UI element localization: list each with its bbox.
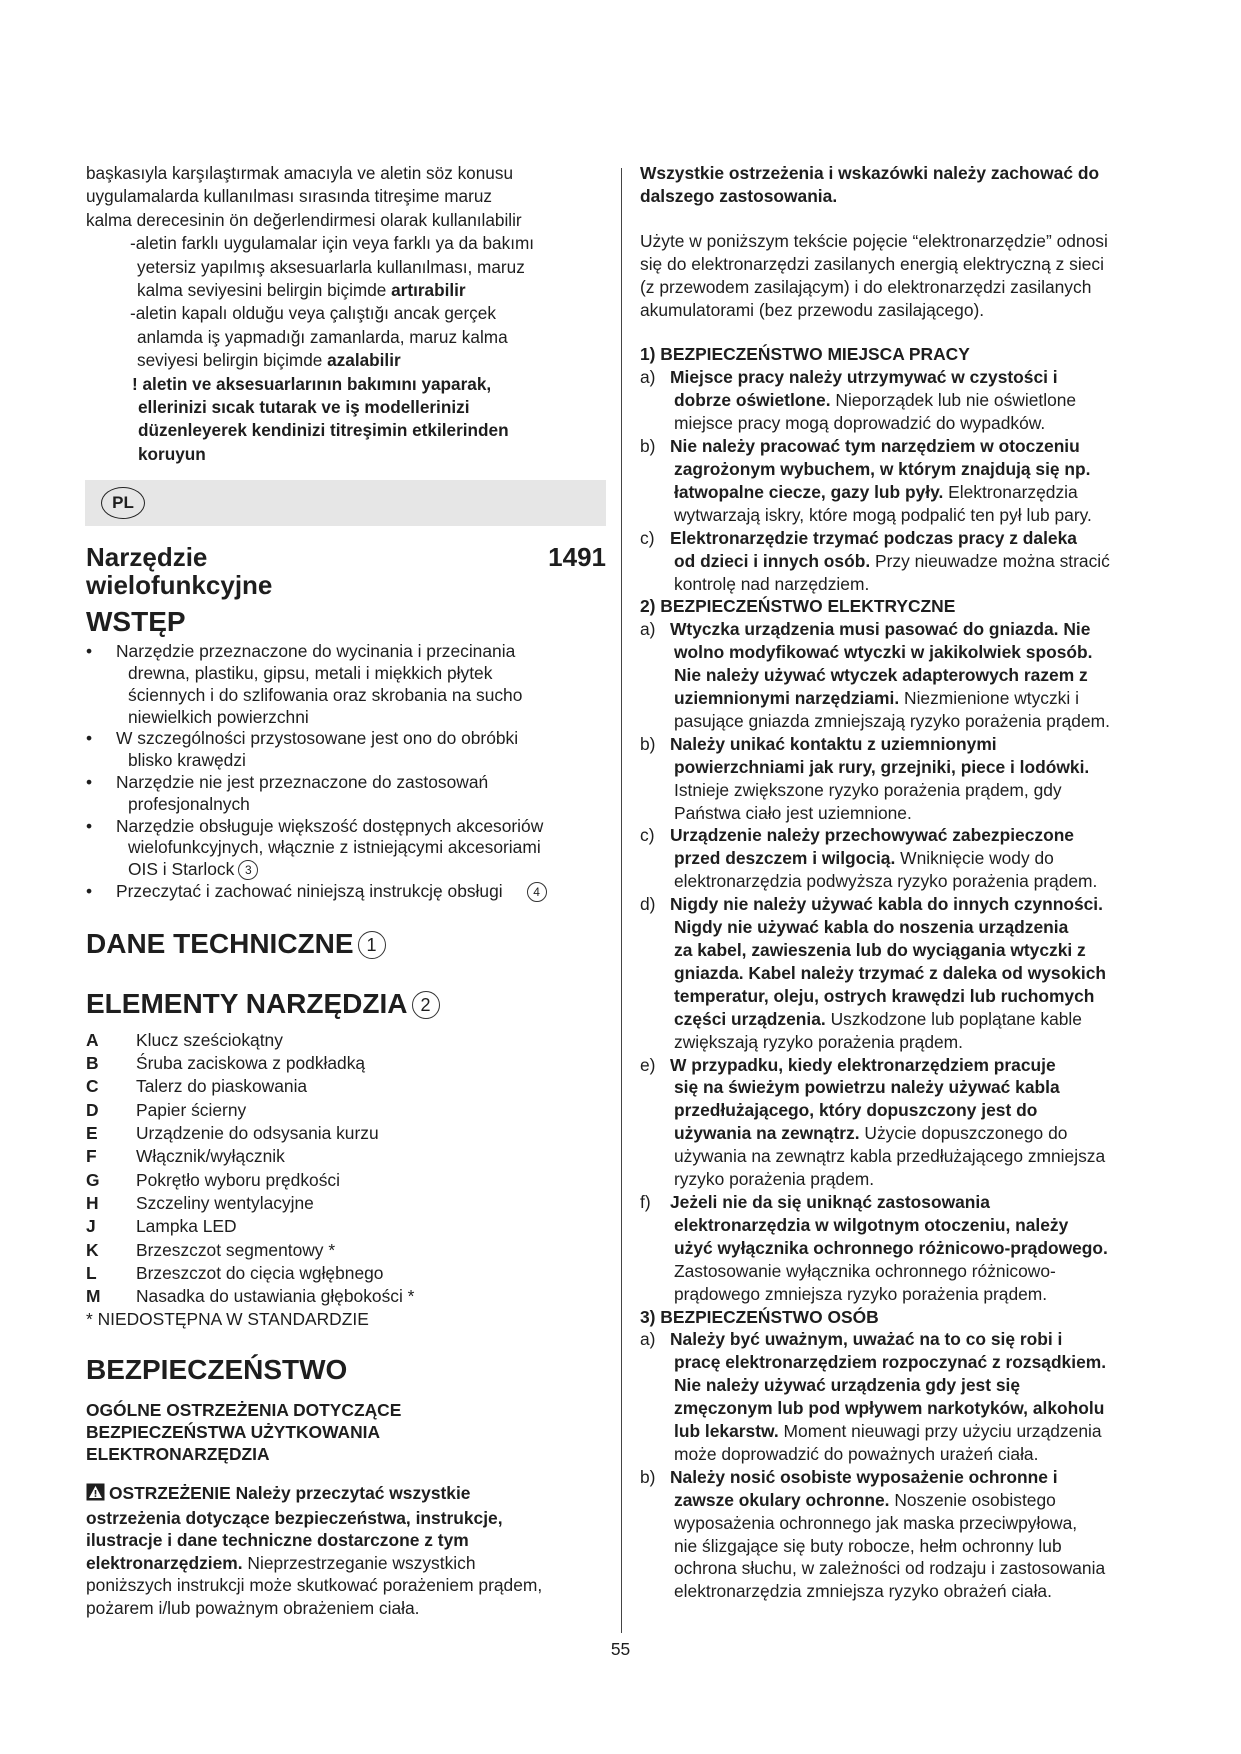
safety-item: c) Urządzenie należy przechowywać zabezpieczone przed deszczem i wilgocią. Wniknięcie wody do elektronarzędzia podwyższa ryzyko porażenia prądem. — [640, 825, 1098, 892]
right-column — [640, 162, 1160, 1603]
keep-instructions: Wszystkie ostrzeżenia i wskazówki należy zachować do dalszego zastosowania. — [640, 163, 1100, 206]
parts-note: * NIEDOSTĘPNA W STANDARDZIE — [86, 1309, 369, 1330]
warning-icon — [86, 1483, 105, 1507]
table-row: F Włącznik/wyłącznik — [86, 1146, 285, 1167]
text-line: -aletin farklı uygulamalar için veya farklı ya da bakımı — [130, 233, 535, 254]
elements-heading: ELEMENTY NARZĘDZIA 2 — [86, 987, 606, 1021]
text-line: düzenleyerek kendinizi titreşimin etkilerinden — [138, 420, 509, 441]
model-number: 1491 — [548, 542, 606, 573]
language-band — [85, 480, 606, 526]
text-line: koruyun — [138, 443, 206, 464]
table-row: J Lampka LED — [86, 1216, 237, 1237]
safety-item: d) Nigdy nie należy używać kabla do innych czynności. Nigdy nie używać kabla do noszenia urządzenia za kabel, zawieszenia lub do wyciągania wtyczki z gniazda. Kabel należy trzymać z daleka od wysokich temperatur, oleju, ostrych krawędzi lub ruchomych części urządzenia. Uszkodzone lub poplątane kable zwiększają ryzyko porażenia prądem. — [640, 894, 1107, 1052]
safety-item: f) Jeżeli nie da się uniknąć zastosowania elektronarzędzia w wilgotnym otoczeniu, należy użyć wyłącznika ochronnego różnicowo-prądowego. Zastosowanie wyłącznika ochronnego różnicowo- prądowego zmniejsza ryzyko porażenia prądem. — [640, 1191, 1108, 1304]
text-line: başkasıyla karşılaştırmak amacıyla ve aletin söz konusu — [86, 163, 514, 183]
safety-heading: BEZPIECZEŃSTWO — [86, 1354, 348, 1386]
section-heading: 1) BEZPIECZEŃSTWO MIEJSCA PRACY — [640, 344, 970, 365]
turkish-vibration-text — [86, 162, 606, 466]
list-item: • Narzędzie nie jest przeznaczone do zastosowań profesjonalnych — [86, 772, 606, 816]
safety-item: c) Elektronarzędzie trzymać podczas pracy z daleka od dzieci i innych osób. Przy nieuwadze można stracić kontrolę nad narzędziem. — [640, 527, 1110, 594]
text-line: ellerinizi sıcak tutarak ve iş modellerinizi — [138, 397, 470, 418]
section-heading: 2) BEZPIECZEŃSTWO ELEKTRYCZNE — [640, 596, 956, 617]
text-line: anlamda iş yapmadığı zamanlarda, maruz kalma — [137, 326, 508, 347]
column-divider — [621, 168, 622, 1633]
section-heading: 3) BEZPIECZEŃSTWO OSÓB — [640, 1306, 879, 1327]
tech-data-heading: DANE TECHNICZNE 1 — [86, 927, 606, 961]
text-line: kalma seviyesini belirgin biçimde artırabilir — [137, 280, 466, 301]
left-column — [86, 162, 606, 1619]
table-row: A Klucz sześciokątny — [86, 1029, 283, 1050]
page-number: 55 — [610, 1639, 631, 1659]
safety-item: b) Należy unikać kontaktu z uziemnionymi powierzchniami jak rury, grzejniki, piece i lodówki. Istnieje zwiększone ryzyko porażenia prądem, gdy Państwa ciało jest uziemnione. — [640, 733, 1090, 823]
figure-ref-2: 2 — [412, 991, 440, 1019]
figure-ref-3: 3 — [238, 860, 258, 880]
safety-item: b) Należy nosić osobiste wyposażenie ochronne i zawsze okulary ochronne. Noszenie osobistego wyposażenia ochronnego jak maska przeciwpyłowa, nie ślizgające się buty robocze, hełm ochronny lub ochrona słuchu, w zależności od rodzaju i zastosowania elektronarzędzia zmniejsza ryzyko obrażeń ciała. — [640, 1466, 1106, 1602]
intro-list — [86, 641, 606, 903]
general-warning: OSTRZEŻENIE Należy przeczytać wszystkie ostrzeżenia dotyczące bezpieczeństwa, instrukcje, ilustracje i dane techniczne dostarczone z tym elektronarzędziem. Nieprzestrzeganie wszystkich poniższych instrukcji może skutkować porażeniem prądem, pożarem i/lub poważnym obrażeniem ciała. — [86, 1483, 543, 1618]
text-line: -aletin kapalı olduğu veya çalıştığı ancak gerçek — [130, 303, 496, 324]
list-item: • W szczególności przystosowane jest ono do obróbki blisko krawędzi — [86, 728, 606, 772]
safety-item: a) Należy być uważnym, uważać na to co się robi i pracę elektronarzędziem rozpoczynać z rozsądkiem. Nie należy używać urządzenia gdy jest się zmęczonym lub pod wpływem narkotyków, alkoholu lub lekarstw. Moment nieuwagi przy użyciu urządzenia może doprowadzić do poważnych urażeń ciała. — [640, 1329, 1107, 1464]
safety-item: a) Wtyczka urządzenia musi pasować do gniazda. Nie wolno modyfikować wtyczki w jakikolwiek sposób. Nie należy używać wtyczek adapterowych razem z uziemnionymi narzędziami. Niezmienione wtyczki i pasujące gniazda zmniejszają ryzyko porażenia prądem. — [640, 619, 1110, 731]
term-definition: Użyte w poniższym tekście pojęcie “elektronarzędzie” odnosi się do elektronarzędzi zasilanych energią elektryczną z sieci (z przewodem zasilającym) i do elektronarzędzi zasilanych akumulatorami (bez przewodu zasilającego). — [640, 230, 1108, 320]
intro-heading: WSTĘP — [86, 606, 186, 638]
text-line: ! aletin ve aksesuarlarının bakımını yaparak, — [132, 373, 492, 394]
list-item: • Narzędzie przeznaczone do wycinania i przecinania drewna, plastiku, gipsu, metali i miękkich płytek ściennych i do szlifowania oraz skrobania na sucho niewielkich powierzchni — [86, 641, 606, 728]
figure-ref-1: 1 — [358, 931, 386, 959]
table-row: D Papier ścierny — [86, 1099, 247, 1120]
safety-subheading: OGÓLNE OSTRZEŻENIA DOTYCZĄCE BEZPIECZEŃSTWA UŻYTKOWANIA ELEKTRONARZĘDZIA — [86, 1400, 402, 1465]
text-line: uygulamalarda kullanılması sırasında titreşime maruz — [86, 186, 492, 207]
text-line: yetersiz yapılmış aksesuarlarla kullanılması, maruz — [137, 256, 525, 277]
table-row: E Urządzenie do odsysania kurzu — [86, 1123, 379, 1144]
text-line: kalma derecesinin ön değerlendirmesi olarak kullanılabilir — [86, 209, 522, 230]
table-row: B Śruba zaciskowa z podkładką — [86, 1053, 366, 1074]
figure-ref-4: 4 — [527, 882, 547, 902]
safety-item: e) W przypadku, kiedy elektronarzędziem pracuje się na świeżym powietrzu należy używać kabla przedłużającego, który dopuszczony jest do używania na zewnątrz. Użycie dopuszczonego do używania na zewnątrz kabla przedłużającego zmniejsza ryzyko porażenia prądem. — [640, 1054, 1106, 1190]
safety-item: b) Nie należy pracować tym narzędziem w otoczeniu zagrożonym wybuchem, w którym znajdują się np. łatwopalne ciecze, gazy lub pyły. Elektronarzędzia wytwarzają iskry, które mogą podpalić ten pył lub pary. — [640, 436, 1092, 525]
product-title: Narzędzie wielofunkcyjne — [86, 542, 273, 601]
table-row: K Brzeszczot segmentowy * — [86, 1239, 336, 1260]
table-row: C Talerz do piaskowania — [86, 1076, 308, 1097]
table-row: L Brzeszczot do cięcia wgłębnego — [86, 1262, 384, 1283]
table-row: H Szczeliny wentylacyjne — [86, 1192, 314, 1213]
table-row: G Pokrętło wyboru prędkości — [86, 1169, 340, 1190]
language-badge: PL — [101, 487, 145, 519]
safety-item: a) Miejsce pracy należy utrzymywać w czystości i dobrze oświetlone. Nieporządek lub nie oświetlone miejsce pracy mogą doprowadzić do wypadków. — [640, 367, 1077, 434]
table-row: M Nasadka do ustawiania głębokości * — [86, 1286, 415, 1307]
list-item: • Przeczytać i zachować niniejszą instrukcję obsługi 4 — [86, 881, 606, 903]
title-row — [86, 543, 606, 599]
parts-list — [86, 1029, 414, 1309]
text-line: seviyesi belirgin biçimde azalabilir — [137, 350, 401, 371]
list-item: • Narzędzie obsługuje większość dostępnych akcesoriów wielofunkcyjnych, włącznie z istniejącymi akcesoriami OIS i Starlock 3 — [86, 816, 606, 881]
